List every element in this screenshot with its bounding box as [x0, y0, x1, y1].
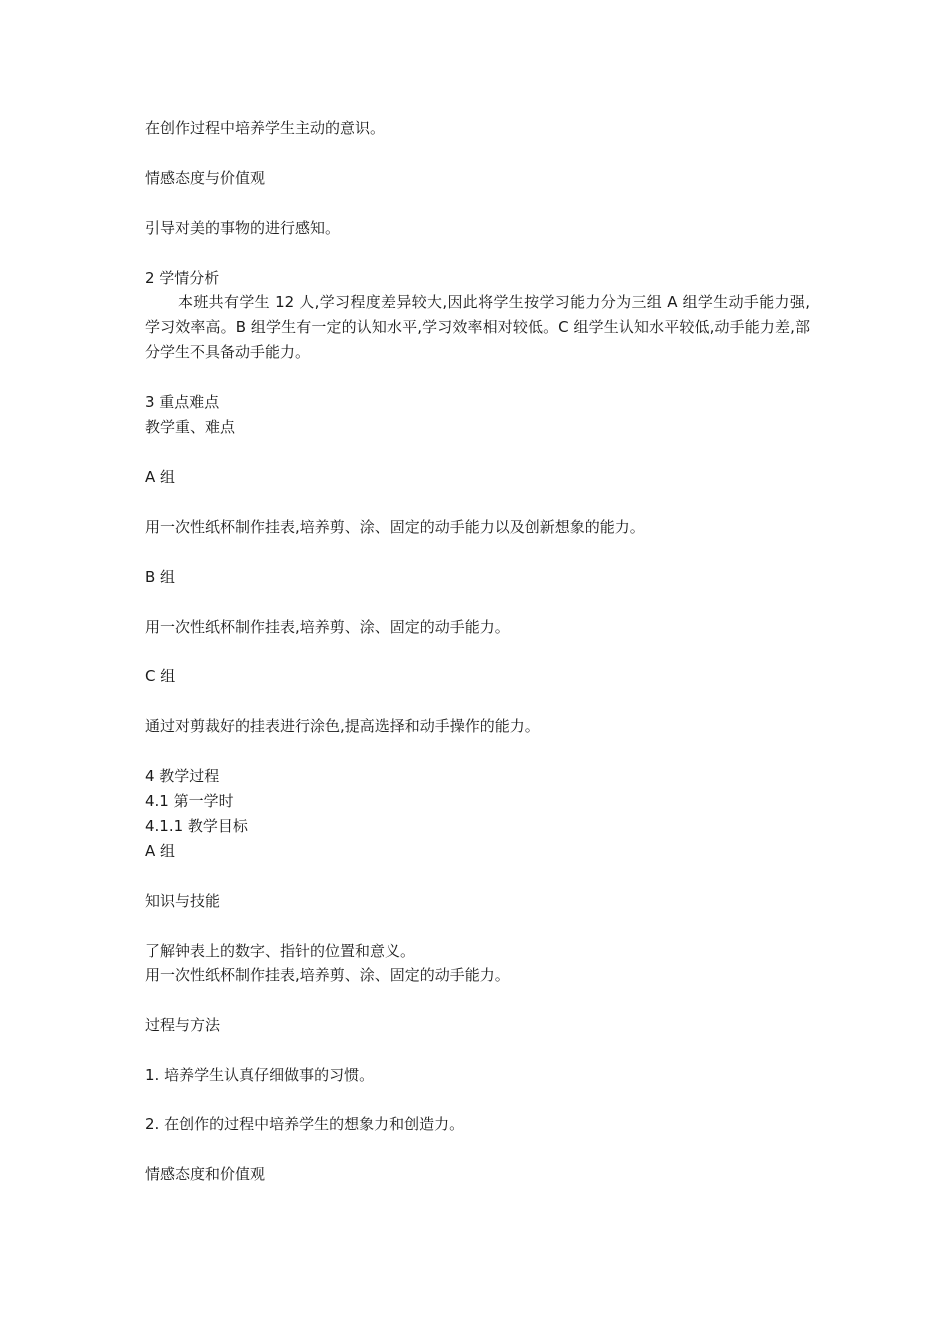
- list-item: 2. 在创作的过程中培养学生的想象力和创造力。: [145, 1115, 465, 1133]
- section-subheading: 知识与技能: [145, 892, 221, 910]
- section-heading-3: 3 重点难点: [145, 393, 220, 411]
- list-item: 1. 培养学生认真仔细做事的习惯。: [145, 1066, 375, 1084]
- group-a-text: 用一次性纸杯制作挂表,培养剪、涂、固定的动手能力以及创新想象的能力。: [145, 518, 645, 536]
- body-text-line: 用一次性纸杯制作挂表,培养剪、涂、固定的动手能力。: [145, 966, 510, 984]
- body-text-line: 在创作过程中培养学生主动的意识。: [145, 119, 386, 137]
- body-text-line: 引导对美的事物的进行感知。: [145, 219, 341, 237]
- section-subheading: 过程与方法: [145, 1016, 221, 1034]
- section-heading-4: 4 教学过程: [145, 767, 220, 785]
- section-heading-4-1-1: 4.1.1 教学目标: [145, 817, 248, 835]
- learning-analysis-paragraph: 本班共有学生 12 人,学习程度差异较大,因此将学生按学习能力分为三组 A 组学生动手能力强,学习效率高。B 组学生有一定的认知水平,学习效率相对较低。C 组学生认知水平较低,动手能力差,部分学生不具备动手能力。: [145, 293, 810, 361]
- section-heading-4-1: 4.1 第一学时: [145, 792, 234, 810]
- group-b-text: 用一次性纸杯制作挂表,培养剪、涂、固定的动手能力。: [145, 618, 510, 636]
- section-subheading: 情感态度与价值观: [145, 169, 266, 187]
- group-b-label: B 组: [145, 568, 176, 586]
- group-c-label: C 组: [145, 667, 176, 685]
- group-c-text: 通过对剪裁好的挂表进行涂色,提高选择和动手操作的能力。: [145, 717, 540, 735]
- group-a-label: A 组: [145, 468, 176, 486]
- section-subheading: 教学重、难点: [145, 418, 236, 436]
- section-heading-2: 2 学情分析: [145, 269, 220, 287]
- body-text-line: 了解钟表上的数字、指针的位置和意义。: [145, 942, 416, 960]
- section-subheading: 情感态度和价值观: [145, 1165, 266, 1183]
- group-a-label: A 组: [145, 842, 176, 860]
